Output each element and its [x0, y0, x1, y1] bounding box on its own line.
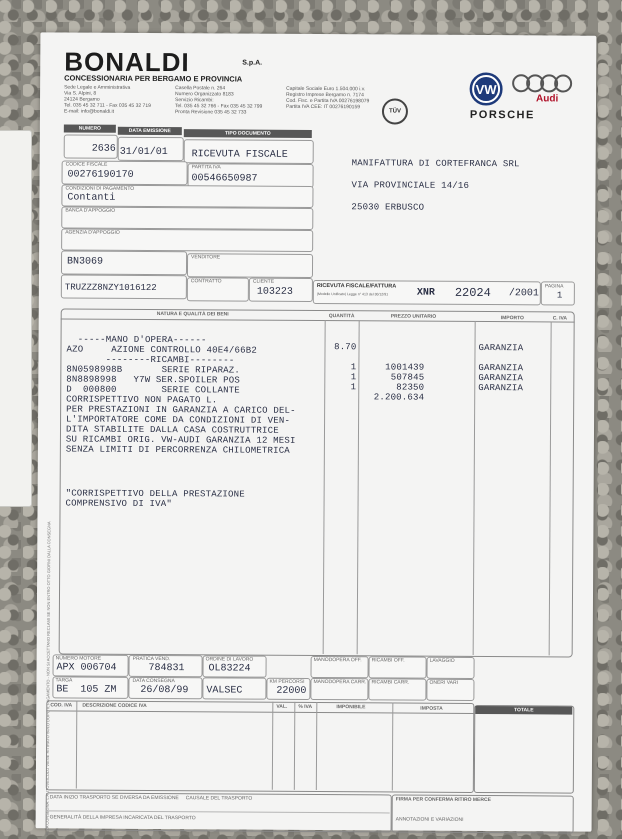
desc-line: DITA STABILITE DALLA CASA COSTRUTTRICE [65, 424, 279, 436]
codice1-value: BN3069 [67, 256, 104, 268]
item-quote [66, 488, 245, 509]
lavaggio-label: LAVAGGIO [429, 657, 455, 664]
audi-wordmark: Audi [536, 93, 559, 105]
item-description [66, 324, 297, 475]
audi-rings-icon [510, 73, 576, 93]
data-emissione-value: 31/01/01 [119, 146, 168, 159]
targa-value: BE 105 ZM [56, 684, 117, 696]
cliente-label: CLIENTE [252, 278, 275, 285]
company-postal: Casella Postale n. 264 Numero Organizzato 8183 Servizio Ricambi: Tel. 035 45 32 766 - Fax 035 45 32 799 Pronta Revisione 035 45 32 733 [174, 85, 263, 116]
importo-value: GARANZIA [478, 372, 524, 384]
importo-value: GARANZIA [478, 342, 524, 354]
pagina-label: PAGINA [544, 283, 564, 290]
pratica-value: 784831 [148, 662, 185, 675]
ricambi-off-label: RICAMBI OFF. [371, 657, 405, 664]
qty-value: 1 [350, 382, 357, 393]
invoice-number: 22024 [454, 285, 491, 301]
col-prezzo-header: PREZZO UNITARIO [390, 313, 437, 320]
qty-value: 8.70 [334, 342, 357, 353]
totale-box [474, 705, 575, 794]
desc-line: CORRISPETTIVO NON PAGATO L. [66, 394, 218, 406]
desc-line: 8N0598998B SERIE RIPARAZ. [66, 364, 241, 376]
totale-header: TOTALE [475, 706, 572, 715]
vat-perc-header: % IVA [298, 703, 313, 710]
vat-imponibile-header: IMPONIBILE [336, 704, 366, 711]
vat-cod-header: COD. IVA [50, 702, 73, 709]
ricambi-carr-label: RICAMBI CARR. [371, 679, 410, 686]
ordine-value: OL83224 [208, 663, 251, 675]
reparto-value: VALSEC [206, 685, 243, 697]
desc-line: AZO AZIONE CONTROLLO 40E4/66B2 [66, 344, 257, 356]
codice-fiscale-value: 00276190170 [67, 169, 134, 181]
pagina-value: 1 [556, 290, 563, 301]
banca-label: BANCA D'APPOGGIO [65, 207, 116, 214]
data-consegna-label: DATA CONSEGNA [132, 677, 175, 685]
company-subtitle: CONCESSIONARIA PER BERGAMO E PROVINCIA [64, 73, 243, 84]
firma-label: FIRMA PER CONFERMA RITIRO MERCE [395, 796, 491, 804]
manodopera-carr-label: MANODOPERA CARR. [313, 678, 367, 686]
price-value: 82350 [396, 382, 425, 393]
tipo-documento-value: RICEVUTA FISCALE [191, 149, 288, 161]
vat-imposta-header: IMPOSTA [420, 705, 443, 712]
causale-label: CAUSALE DEL TRASPORTO [185, 795, 253, 802]
company-suffix: S.p.A. [242, 59, 263, 67]
company-legal: Capitale Sociale Euro 1.504.000 i.v. Registro Imprese Bergamo n. 7174 Cod. Fisc. e Partita IVA 00276198079 Partita IVA CEE: IT 00276190159 [285, 85, 370, 111]
km-value: 22000 [276, 685, 307, 697]
vw-logo-icon [468, 71, 504, 107]
generalita-label: GENERALITÀ DELLA IMPRESA INCARICATA DEL TRASPORTO [49, 814, 196, 822]
km-label: KM PERCORSI [269, 678, 305, 685]
data-trasporto-label: DATA INIZIO TRASPORTO SE DIVERSA DA EMISSIONE [49, 794, 179, 802]
qty-value: 1 [350, 362, 357, 373]
telaio-value: TRUZZZ8NZY1016122 [64, 282, 157, 294]
vat-val-header: VAL. [276, 703, 288, 710]
col-importo-header: IMPORTO [500, 315, 524, 322]
motore-value: APX 006704 [56, 662, 117, 674]
partita-iva-label: PARTITA IVA [191, 164, 221, 171]
recipient-street: VIA PROVINCIALE 14/16 [351, 180, 470, 191]
invoice-document [36, 32, 597, 836]
quote-line: "CORRISPETTIVO DELLA PRESTAZIONE [65, 488, 245, 500]
col-natura-header: NATURA E QUALITÀ DEI BENI [156, 311, 229, 318]
desc-line: -----MANO D'OPERA------ [66, 334, 207, 346]
importo-value: GARANZIA [478, 362, 524, 374]
header-label-tipo: TIPO DOCUMENTO [184, 129, 312, 138]
price-value: 2.200.634 [373, 392, 425, 403]
venditore-label: VENDITORE [191, 254, 221, 261]
desc-line: L'IMPORTATORE COME DA CONDIZIONI DI VEN- [66, 414, 291, 426]
numero-value: 2636 [91, 143, 116, 155]
price-column [362, 362, 424, 402]
col-civa-header: C. IVA [552, 315, 568, 322]
recipient-city: 25030 ERBUSCO [351, 202, 425, 213]
desc-line: SENZA LIMITI DI PERCORRENZA CHILOMETRICA [65, 444, 290, 456]
price-value: 1001439 [385, 362, 425, 373]
recipient-name: MANIFATTURA DI CORTEFRANCA SRL [351, 158, 520, 170]
desc-line: --------RICAMBI-------- [66, 354, 235, 366]
qty-value: 1 [350, 372, 357, 383]
quote-line: COMPRENSIVO DI IVA" [65, 498, 173, 510]
targa-label: TARGA [55, 677, 73, 684]
porsche-wordmark: PORSCHE [469, 108, 535, 122]
company-address: Sede Legale e Amministrativa Via S. Alpini, 8 24124 Bergamo Tel. 035 45 32 711 - Fax 035 45 32 719 E-mail: info@bonaldi.it [63, 84, 151, 115]
desc-line: PER PRESTAZIONI IN GARANZIA A CARICO DEL- [66, 404, 296, 416]
col-quantita-header: QUANTITÀ [328, 313, 355, 320]
desc-line: D 000800 SERIE COLLANTE [66, 384, 240, 396]
price-value: 507845 [390, 372, 425, 383]
agenzia-label: AGENZIA D'APPOGGIO [65, 229, 120, 236]
header-label-numero: NUMERO [64, 124, 116, 132]
adjacent-paper-edge [0, 130, 32, 507]
company-logo: BONALDI [64, 46, 190, 78]
importo-column [478, 343, 548, 393]
pratica-label: PRATICA VEND. [132, 655, 171, 663]
annotazioni-label: ANNOTAZIONI E VARIAZIONI [395, 816, 464, 823]
desc-line: SU RICAMBI ORIG. VW-AUDI GARANZIA 12 MESI [65, 434, 296, 446]
contratto-label: CONTRATTO [190, 278, 222, 285]
invoice-series: XNR [416, 287, 435, 299]
qty-column [328, 342, 356, 392]
data-consegna-value: 26/08/99 [140, 684, 189, 697]
header-label-data: DATA EMISSIONE [118, 127, 182, 135]
invoice-year: /2001 [508, 288, 539, 300]
vat-table [46, 700, 475, 793]
condizioni-value: Contanti [67, 192, 116, 204]
ordine-label: ORDINE DI LAVORO [205, 656, 254, 663]
partita-iva-value: 00546650987 [191, 173, 258, 185]
desc-line: 8N8898998 Y7W SER.SPOILER POS [66, 374, 240, 386]
invoice-sub: (Modello Unificato) Legge n° 413 del 30/12/91 [316, 292, 389, 297]
motore-label: NUMERO MOTORE [55, 655, 102, 662]
invoice-label: RICEVUTA FISCALE/FATTURA [316, 283, 397, 290]
importo-value: GARANZIA [478, 382, 524, 394]
codice-fiscale-label: CODICE FISCALE [65, 161, 108, 168]
condizioni-label: CONDIZIONI DI PAGAMENTO [65, 185, 135, 192]
oneri-label: ONERI VARI [429, 679, 459, 686]
tuv-seal-icon: TÜV [382, 98, 408, 124]
vat-desc-header: DESCRIZIONE CODICE IVA [82, 702, 147, 709]
manodopera-off-label: MANODOPERA OFF. [313, 656, 362, 664]
margin-conditions-text: ALLA CONSEGNA: L'AUTOVEICOLO VIENE RITIRATO SOLO DOPO IL PAGAMENTO - NON SI ACCETTANO RECLAMI SE NON ENTRO OTTO GIORNI DALLA CONSEGNA [44, 521, 52, 836]
svg-text:VW: VW [475, 81, 497, 98]
cliente-value: 103223 [256, 286, 293, 298]
